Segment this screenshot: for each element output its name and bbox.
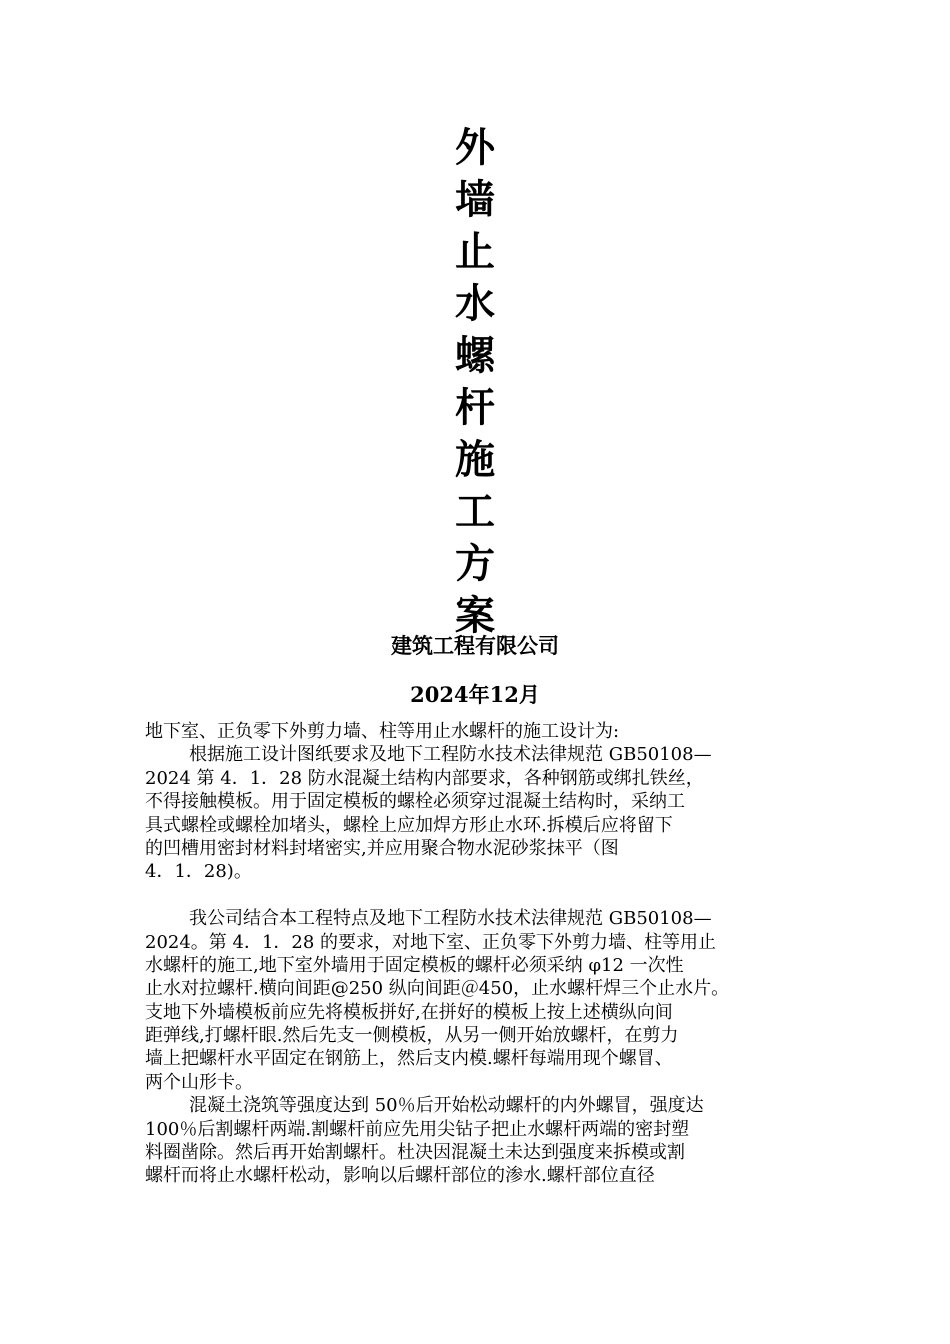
text-line: 2024 第 4．1．28 防水混凝土结构内部要求，各种钢筋或绑扎铁丝， bbox=[145, 767, 704, 789]
text-line: 4．1．28)。 bbox=[145, 861, 252, 883]
title-char: 水 bbox=[455, 281, 495, 327]
title-char: 杆 bbox=[455, 385, 495, 431]
title-char: 止 bbox=[455, 229, 495, 275]
title-char: 外 bbox=[455, 125, 495, 171]
text-line: 100％后割螺杆两端.割螺杆前应先用尖钻子把止水螺杆两端的密封塑 bbox=[145, 1118, 690, 1140]
title-char: 方 bbox=[455, 541, 495, 587]
text-line: 水螺杆的施工,地下室外墙用于固定模板的螺杆必须采纳 φ12 一次性 bbox=[145, 954, 684, 976]
text-line: 墙上把螺杆水平固定在钢筋上，然后支内模.螺杆每端用现个螺冒、 bbox=[145, 1048, 673, 1070]
company-name: 建筑工程有限公司 bbox=[391, 634, 559, 658]
title-char: 墙 bbox=[455, 177, 495, 223]
document-title bbox=[440, 122, 510, 642]
text-line: 混凝土浇筑等强度达到 50％后开始松动螺杆的内外螺冒，强度达 bbox=[189, 1095, 704, 1117]
text-line: 距弹线,打螺杆眼.然后先支一侧模板，从另一侧开始放螺杆，在剪力 bbox=[145, 1025, 679, 1047]
text-line: 支地下外墙模板前应先将模板拼好,在拼好的模板上按上述横纵向间 bbox=[145, 1001, 673, 1023]
text-line: 止水对拉螺杆.横向间距@250 纵向间距＠450，止水螺杆焊三个止水片。 bbox=[145, 978, 730, 1000]
document-date: 2024年12月 bbox=[410, 682, 540, 707]
text-line: 我公司结合本工程特点及地下工程防水技术法律规范 GB50108— bbox=[189, 908, 712, 930]
title-char: 螺 bbox=[455, 333, 495, 379]
text-line: 具式螺栓或螺栓加堵头，螺栓上应加焊方形止水环.拆模后应将留下 bbox=[145, 814, 673, 836]
document-body bbox=[145, 720, 835, 1188]
text-line: 2024。第 4．1．28 的要求，对地下室、正负零下外剪力墙、柱等用止 bbox=[145, 931, 717, 953]
text-line: 不得接触模板。用于固定模板的螺栓必须穿过混凝土结构时，采纳工 bbox=[145, 791, 685, 813]
text-line: 两个山形卡。 bbox=[145, 1071, 253, 1093]
text-line: 螺杆而将止水螺杆松动，影响以后螺杆部位的渗水.螺杆部位直径 bbox=[145, 1165, 655, 1187]
text-line: 的凹槽用密封材料封堵密实,并应用聚合物水泥砂浆抹平（图 bbox=[145, 837, 619, 859]
text-line: 地下室、正负零下外剪力墙、柱等用止水螺杆的施工设计为: bbox=[145, 721, 620, 742]
title-char: 案 bbox=[455, 593, 495, 639]
text-line: 根据施工设计图纸要求及地下工程防水技术法律规范 GB50108— bbox=[189, 744, 712, 766]
text-line: 料圈凿除。然后再开始割螺杆。杜决因混凝土未达到强度来拆模或割 bbox=[145, 1142, 685, 1164]
title-char: 施 bbox=[455, 437, 495, 483]
title-char: 工 bbox=[455, 489, 495, 535]
blank-line bbox=[145, 884, 835, 907]
